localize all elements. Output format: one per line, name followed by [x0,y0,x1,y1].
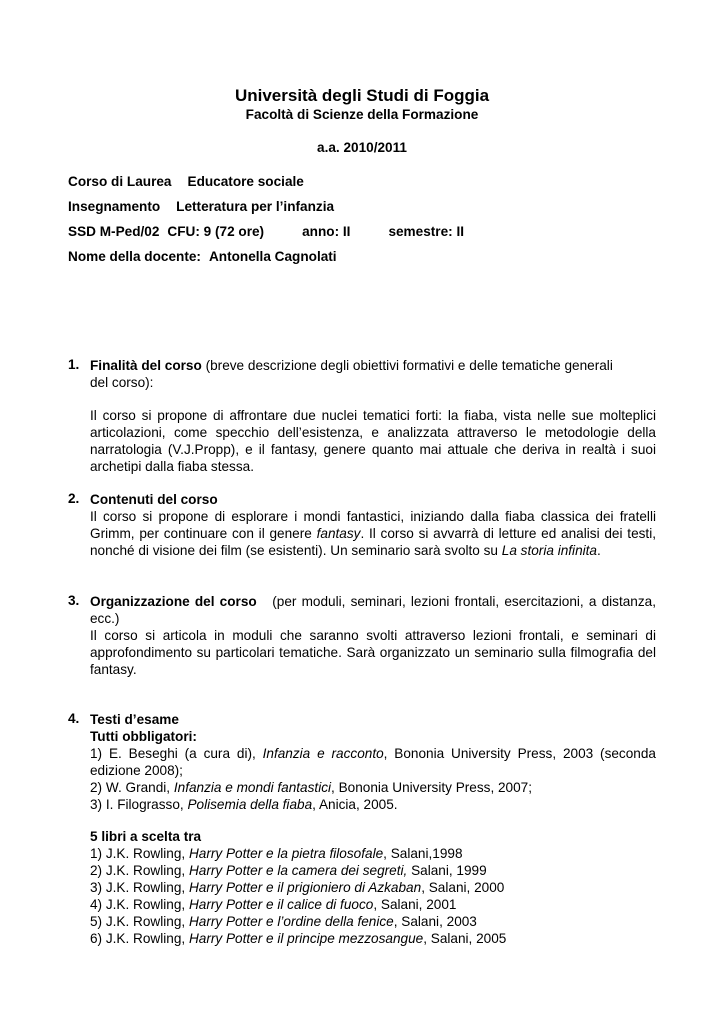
section-3-title: Organizzazione del corso [90,594,257,609]
insegnamento-row [68,199,334,214]
choice-item [90,913,477,930]
choice-item-author: 6) J.K. Rowling, [90,931,189,946]
choice-item-publisher: , Salani, 2003 [393,914,477,929]
mandatory-item-author: 3) I. Filograsso, [90,797,188,812]
mandatory-item-title: Infanzia e racconto [262,746,384,761]
mandatory-item-author: 2) W. Grandi, [90,780,174,795]
section-1-subtitle-b: del corso): [90,375,154,390]
docente-value: Antonella Cagnolati [208,249,337,264]
corso-value: Educatore sociale [187,174,304,189]
section-1-subtitle-a: (breve descrizione degli obiettivi formativi e delle tematiche generali [201,358,613,373]
choice-item [90,896,456,913]
choice-item-title: Harry Potter e la pietra filosofale [188,846,384,861]
docente-label: Nome della docente: [68,249,201,264]
section-2-number: 2. [68,491,80,506]
choice-item-title: Harry Potter e il principe mezzosangue [188,931,424,946]
mandatory-item-title: Infanzia e mondi fantastici [173,780,332,795]
choice-item-author: 2) J.K. Rowling, [90,863,189,878]
choice-item [90,879,504,896]
section-1-body: Il corso si propone di affrontare due nuclei tematici forti: la fiaba, vista nelle sue molteplici articolazioni, come specchio dell’esistenza, e analizzata attraverso le metodologie della narratologia (V.J.Propp), e il fantasy, genere quanto mai attuale che deriva in realtà i suoi archetipi dalla fiaba stessa. [90,408,656,474]
ssd-value: SSD M-Ped/02 [68,224,160,239]
academic-year: a.a. 2010/2011 [317,140,407,155]
choice-item-author: 4) J.K. Rowling, [90,897,189,912]
section-2-body-c: . Il corso si avvarrà di letture ed analisi dei testi, nonché di visione dei film (se esistenti). Un seminario sarà svolto su [90,526,656,558]
docente-row [68,249,337,264]
choice-item-title: Harry Potter e l’ordine della fenice [188,914,394,929]
section-3-body: Il corso si articola in moduli che saranno svolti attraverso lezioni frontali, e seminari di approfondimento su particolari tematiche. Sarà organizzato un seminario sulla filmografia del fantasy. [90,628,656,677]
choice-item-publisher: Salani, 1999 [407,863,487,878]
choice-item-publisher: , Salani, 2000 [421,880,505,895]
mandatory-item [90,745,656,779]
section-3-subtitle: (per moduli, seminari, lezioni frontali, esercitazioni, a distanza, ecc.) [90,594,656,626]
section-2-body-a: Il corso si propone di esplorare i mondi fantastici, iniziando dalla fiaba classica dei fratelli Grimm, per continuare con il genere [90,509,656,541]
choice-item [90,845,463,862]
section-2-body-storia: La storia infinita [501,543,597,558]
choice-item [90,862,487,879]
section-2-body-fantasy: fantasy [316,526,361,541]
corso-label: Corso di Laurea [68,174,172,189]
choice-item-publisher: , Salani,1998 [383,846,463,861]
choice-item-publisher: , Salani, 2005 [423,931,507,946]
section-4-title: Testi d’esame [90,712,179,727]
insegnamento-label: Insegnamento [68,199,161,214]
anno-value: anno: II [302,224,351,239]
section-3-heading [90,593,656,627]
mandatory-item-publisher: , Bononia University Press, 2007; [331,780,533,795]
choice-item-title: Harry Potter e il calice di fuoco [188,897,374,912]
semestre-value: semestre: II [388,224,464,239]
section-2-body-e: . [597,543,601,558]
section-2-body [90,508,656,559]
faculty-subtitle: Facoltà di Scienze della Formazione [245,107,479,122]
mandatory-item-publisher: , Bononia University Press, 2003 (seconda edizione 2008); [90,746,656,778]
university-title: Università degli Studi di Foggia [234,86,490,105]
choice-item-author: 3) J.K. Rowling, [90,880,189,895]
section-3-number: 3. [68,593,80,608]
section-1-heading [90,357,656,374]
corso-row [68,174,304,189]
cfu-value: CFU: 9 (72 ore) [167,224,265,239]
mandatory-item [90,796,398,813]
mandatory-item-author: 1) E. Beseghi (a cura di), [90,746,263,761]
choice-item-author: 5) J.K. Rowling, [90,914,189,929]
mandatory-item-publisher: , Anicia, 2005. [312,797,398,812]
choice-item [90,930,506,947]
choice-heading: 5 libri a scelta tra [90,829,202,844]
choice-item-title: Harry Potter e la camera dei segreti, [188,863,408,878]
mandatory-item [90,779,532,796]
choice-item-author: 1) J.K. Rowling, [90,846,189,861]
section-1-title: Finalità del corso [90,358,202,373]
choice-item-publisher: , Salani, 2001 [373,897,457,912]
mandatory-item-title: Polisemia della fiaba [187,797,313,812]
insegnamento-value: Letteratura per l’infanzia [176,199,335,214]
mandatory-heading: Tutti obbligatori: [90,729,197,744]
section-2-title: Contenuti del corso [90,492,218,507]
choice-item-title: Harry Potter e il prigioniero di Azkaban [188,880,422,895]
section-1-number: 1. [68,357,80,372]
ssd-row [68,224,464,239]
section-4-number: 4. [68,711,80,726]
